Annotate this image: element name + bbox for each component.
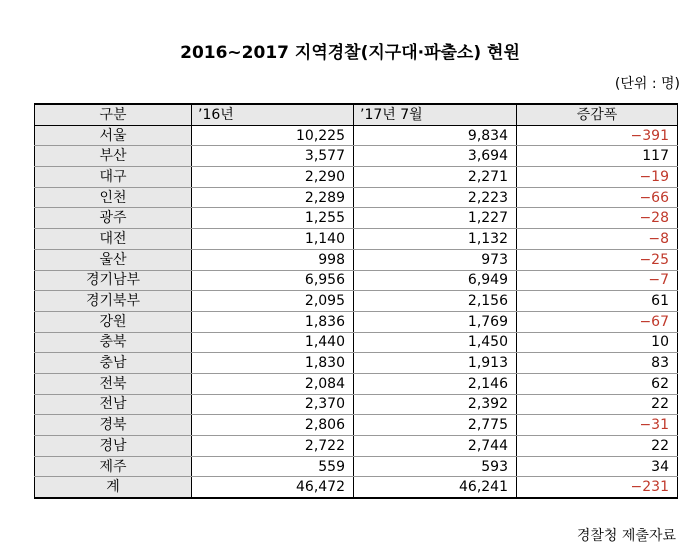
region-cell: 전북 (35, 373, 192, 394)
value-2017-cell: 973 (354, 249, 517, 270)
table-row (35, 291, 678, 312)
value-2016-cell: 2,084 (192, 373, 354, 394)
value-2016-cell: 1,836 (192, 311, 354, 332)
table-row (35, 249, 678, 270)
table-row (35, 125, 678, 146)
value-2017-cell: 1,450 (354, 332, 517, 353)
region-cell: 인천 (35, 187, 192, 208)
region-cell: 경북 (35, 415, 192, 436)
region-cell: 경기남부 (35, 270, 192, 291)
region-cell: 경기북부 (35, 291, 192, 312)
table-row (35, 229, 678, 250)
value-2016-cell: 1,440 (192, 332, 354, 353)
header-2017-july: ’17년 7월 (354, 104, 517, 125)
table-total-row (35, 477, 678, 498)
value-2016-cell: 46,472 (192, 477, 354, 498)
table-row (35, 187, 678, 208)
change-cell: −25 (517, 249, 678, 270)
table-header-row (35, 104, 678, 125)
table-row (35, 270, 678, 291)
value-2016-cell: 1,830 (192, 353, 354, 374)
change-cell: 117 (517, 146, 678, 167)
table-row (35, 311, 678, 332)
value-2017-cell: 6,949 (354, 270, 517, 291)
police-staff-table (34, 103, 678, 499)
table-row (35, 415, 678, 436)
source-note: 경찰청 제출자료 (576, 528, 676, 544)
page-title: 2016~2017 지역경찰(지구대·파출소) 현원 (180, 43, 520, 63)
value-2017-cell: 2,146 (354, 373, 517, 394)
value-2016-cell: 3,577 (192, 146, 354, 167)
value-2017-cell: 2,271 (354, 167, 517, 188)
value-2017-cell: 2,775 (354, 415, 517, 436)
table-row (35, 373, 678, 394)
table-row (35, 436, 678, 457)
region-cell: 광주 (35, 208, 192, 229)
value-2016-cell: 1,255 (192, 208, 354, 229)
region-cell: 계 (35, 477, 192, 498)
value-2017-cell: 9,834 (354, 125, 517, 146)
region-cell: 울산 (35, 249, 192, 270)
change-cell: −19 (517, 167, 678, 188)
table-row (35, 353, 678, 374)
unit-label: (단위 : 명) (614, 76, 680, 92)
table-row (35, 167, 678, 188)
value-2017-cell: 46,241 (354, 477, 517, 498)
region-cell: 대구 (35, 167, 192, 188)
region-cell: 경남 (35, 436, 192, 457)
change-cell: −28 (517, 208, 678, 229)
value-2016-cell: 2,095 (192, 291, 354, 312)
region-cell: 부산 (35, 146, 192, 167)
value-2016-cell: 559 (192, 456, 354, 477)
value-2017-cell: 593 (354, 456, 517, 477)
region-cell: 제주 (35, 456, 192, 477)
value-2017-cell: 2,744 (354, 436, 517, 457)
change-cell: 10 (517, 332, 678, 353)
change-cell: −7 (517, 270, 678, 291)
region-cell: 강원 (35, 311, 192, 332)
value-2016-cell: 2,370 (192, 394, 354, 415)
table-row (35, 208, 678, 229)
change-cell: 34 (517, 456, 678, 477)
change-cell: 22 (517, 436, 678, 457)
change-cell: −31 (517, 415, 678, 436)
value-2017-cell: 2,223 (354, 187, 517, 208)
region-cell: 전남 (35, 394, 192, 415)
region-cell: 서울 (35, 125, 192, 146)
value-2016-cell: 10,225 (192, 125, 354, 146)
change-cell: 22 (517, 394, 678, 415)
change-cell: −67 (517, 311, 678, 332)
value-2016-cell: 2,806 (192, 415, 354, 436)
header-change: 증감폭 (517, 104, 678, 125)
value-2016-cell: 1,140 (192, 229, 354, 250)
region-cell: 대전 (35, 229, 192, 250)
table-row (35, 394, 678, 415)
region-cell: 충남 (35, 353, 192, 374)
change-cell: 62 (517, 373, 678, 394)
header-2016: ’16년 (192, 104, 354, 125)
value-2016-cell: 2,722 (192, 436, 354, 457)
value-2017-cell: 2,156 (354, 291, 517, 312)
value-2016-cell: 6,956 (192, 270, 354, 291)
change-cell: 83 (517, 353, 678, 374)
value-2017-cell: 1,769 (354, 311, 517, 332)
value-2017-cell: 1,913 (354, 353, 517, 374)
value-2017-cell: 1,227 (354, 208, 517, 229)
change-cell: 61 (517, 291, 678, 312)
change-cell: −66 (517, 187, 678, 208)
table-row (35, 332, 678, 353)
value-2017-cell: 3,694 (354, 146, 517, 167)
value-2017-cell: 1,132 (354, 229, 517, 250)
change-cell: −231 (517, 477, 678, 498)
table-row (35, 456, 678, 477)
value-2016-cell: 2,289 (192, 187, 354, 208)
change-cell: −8 (517, 229, 678, 250)
table-body (35, 125, 678, 498)
value-2017-cell: 2,392 (354, 394, 517, 415)
value-2016-cell: 998 (192, 249, 354, 270)
change-cell: −391 (517, 125, 678, 146)
value-2016-cell: 2,290 (192, 167, 354, 188)
header-category: 구분 (35, 104, 192, 125)
table-row (35, 146, 678, 167)
region-cell: 충북 (35, 332, 192, 353)
